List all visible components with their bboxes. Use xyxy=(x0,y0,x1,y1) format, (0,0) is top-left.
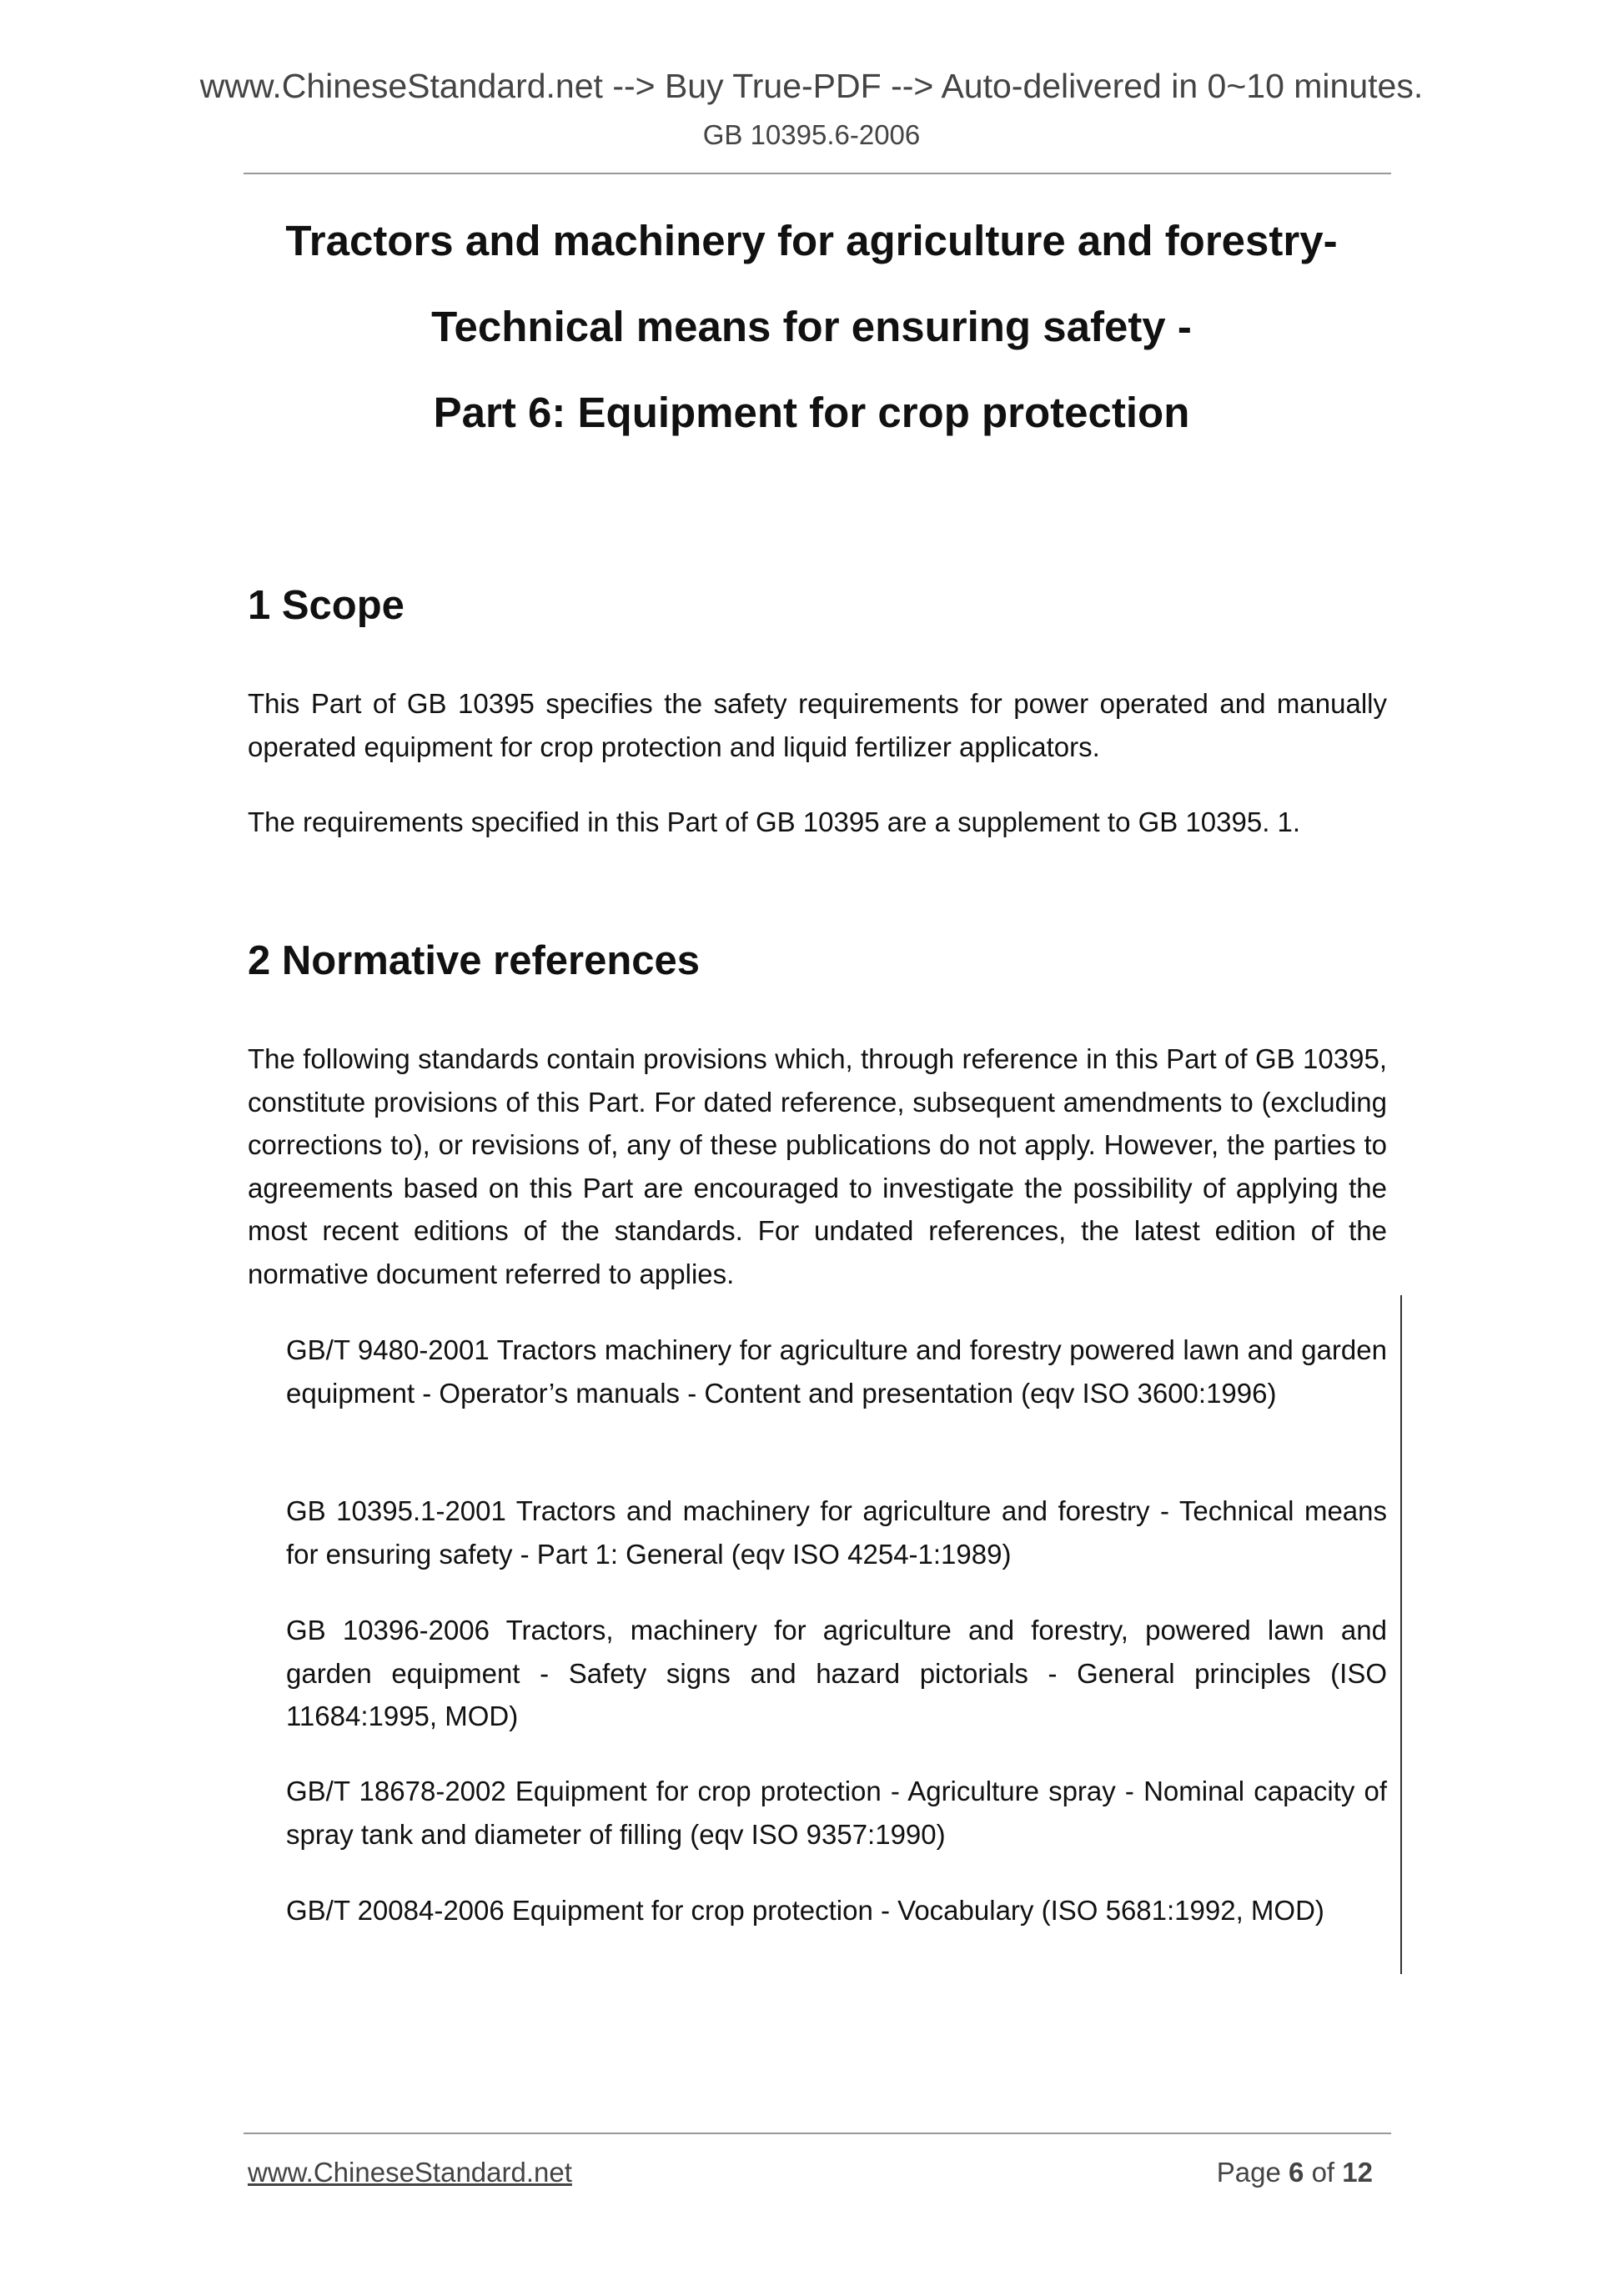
change-bar xyxy=(1400,1295,1402,1974)
section-heading-normative-references: 2 Normative references xyxy=(248,938,701,983)
reference-item: GB 10395.1-2001 Tractors and machinery for agriculture and forestry - Technical means for ensuring safety - Part 1: General (eqv ISO 4254-1:1989) xyxy=(286,1495,1387,1570)
title-line-3: Part 6: Equipment for crop protection xyxy=(433,389,1190,436)
page-current: 6 xyxy=(1289,2157,1304,2188)
scope-paragraph-2: The requirements specified in this Part of GB 10395 are a supplement to GB 10395. 1. xyxy=(248,806,1301,837)
reference-item: GB/T 20084-2006 Equipment for crop protection - Vocabulary (ISO 5681:1992, MOD) xyxy=(286,1895,1324,1926)
reference-item: GB 10396-2006 Tractors, machinery for agriculture and forestry, powered lawn and garden equipment - Safety signs and hazard pictorials - General principles (ISO 11684:1995, MOD) xyxy=(286,1615,1387,1731)
document-title xyxy=(0,198,1623,455)
title-line-2: Technical means for ensuring safety - xyxy=(431,303,1192,350)
reference-item: GB/T 18678-2002 Equipment for crop protection - Agriculture spray - Nominal capacity of spray tank and diameter of filling (eqv ISO 9357:1990) xyxy=(286,1776,1387,1850)
scope-paragraph-1: This Part of GB 10395 specifies the safety requirements for power operated and manually operated equipment for crop protection and liquid fertilizer applicators. xyxy=(248,688,1387,762)
header-doc-id: GB 10395.6-2006 xyxy=(702,119,921,150)
header-banner: www.ChineseStandard.net --> Buy True-PDF --> Auto-delivered in 0~10 minutes. xyxy=(199,67,1424,105)
normative-paragraph: The following standards contain provisions which, through reference in this Part of GB 10395, constitute provisions of this Part. For dated reference, subsequent amendments to (excluding corrections to), or revisions of, any of these publications do not apply. However, the parties to agreements based on this Part are encouraged to investigate the possibility of applying the most recent editions of the standards. For undated references, the latest edition of the normative document referred to applies. xyxy=(248,1043,1387,1289)
page-total: 12 xyxy=(1342,2157,1373,2188)
page-of: of xyxy=(1311,2157,1335,2188)
page-indicator xyxy=(1201,2157,1373,2188)
page-prefix: Page xyxy=(1216,2157,1281,2188)
section-heading-scope: 1 Scope xyxy=(248,583,404,628)
footer-divider xyxy=(244,2133,1391,2134)
footer-website-link[interactable]: www.ChineseStandard.net xyxy=(248,2157,572,2188)
reference-item: GB/T 9480-2001 Tractors machinery for agriculture and forestry powered lawn and garden equipment - Operator’s manuals - Content and presentation (eqv ISO 3600:1996) xyxy=(286,1334,1387,1409)
title-line-1: Tractors and machinery for agriculture and forestry- xyxy=(285,217,1338,264)
header-divider xyxy=(244,173,1391,174)
